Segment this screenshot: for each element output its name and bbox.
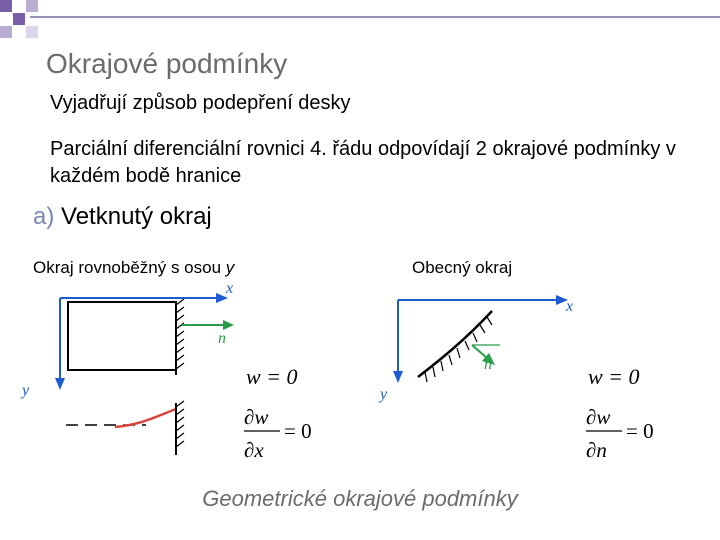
- left-label-prefix: Okraj rovnoběžný s osou: [33, 258, 226, 277]
- left-w-zero: w = 0: [246, 364, 298, 389]
- right-normal-label: n: [484, 356, 492, 373]
- subheading: [33, 203, 212, 231]
- clamped-hatching: [176, 299, 184, 369]
- general-edge-hatching: [425, 317, 492, 382]
- right-deriv-denominator: ∂n: [586, 438, 607, 462]
- left-equations: [240, 360, 340, 470]
- bullet-support: Vyjadřují způsob podepření desky: [50, 92, 351, 114]
- bullet-pde: Parciální diferenciální rovnici 4. řádu odpovídají 2 okrajové podmínky v každém bodě hranice: [50, 138, 676, 187]
- page-title: Okrajové podmínky: [46, 48, 288, 79]
- plate-rectangle: [68, 302, 176, 370]
- left-deriv-denominator: ∂x: [244, 438, 264, 462]
- footer-caption: Geometrické okrajové podmínky: [202, 486, 518, 511]
- left-diagram: [22, 280, 260, 470]
- left-x-label: x: [226, 280, 234, 297]
- left-equals-zero: = 0: [284, 419, 312, 443]
- right-y-arrowhead: [393, 371, 403, 383]
- left-label-axis: y: [225, 258, 235, 277]
- right-diagram: [380, 285, 600, 415]
- subheading-marker: a): [33, 203, 55, 230]
- subheading-text: Vetknutý okraj: [61, 203, 212, 230]
- general-edge: [418, 311, 492, 377]
- left-y-label: y: [22, 382, 30, 399]
- right-y-label: y: [380, 386, 388, 403]
- right-equals-zero: = 0: [626, 419, 654, 443]
- right-w-zero: w = 0: [588, 364, 640, 389]
- right-deriv-numerator: ∂w: [586, 405, 611, 429]
- left-deriv-numerator: ∂w: [244, 405, 269, 429]
- left-normal-label: n: [218, 330, 226, 347]
- left-diagram-label: [33, 258, 234, 278]
- right-x-label: x: [566, 298, 574, 315]
- right-equations: [582, 360, 682, 470]
- header-divider: [30, 16, 720, 18]
- left-y-arrowhead: [55, 378, 65, 390]
- right-diagram-label: Obecný okraj: [412, 258, 513, 277]
- left-normal-arrowhead: [223, 320, 234, 330]
- section-hatching: [176, 401, 184, 447]
- decorative-squares: [0, 0, 60, 40]
